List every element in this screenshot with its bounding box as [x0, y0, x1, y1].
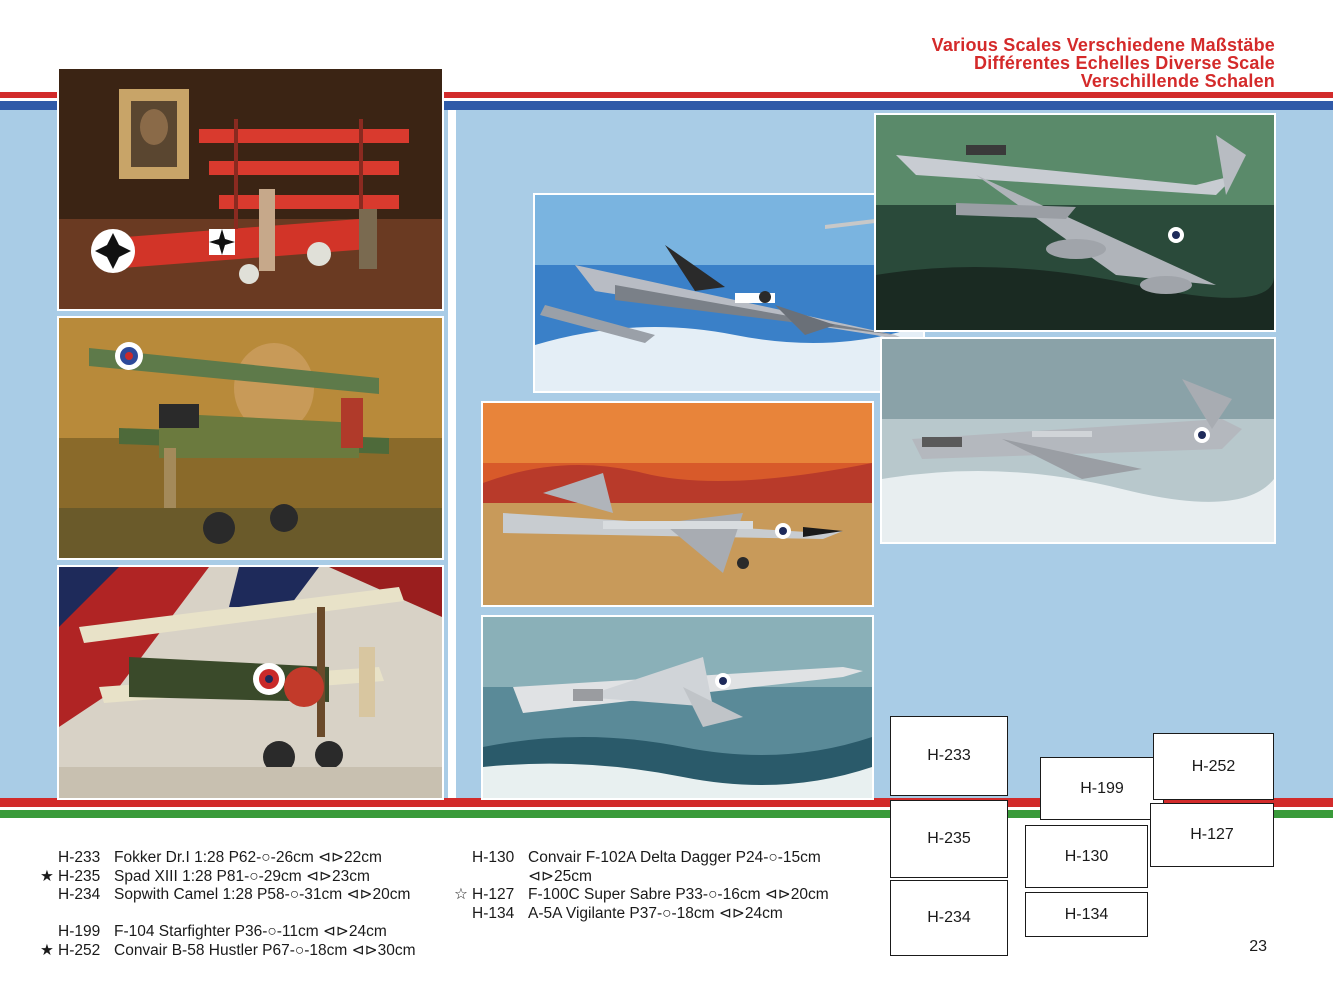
star-icon: ★ — [40, 941, 54, 959]
products-list-left — [40, 849, 416, 960]
title-line-3: Verschillende Schalen — [1080, 71, 1275, 91]
layout-box-h130: H-130 — [1025, 825, 1148, 888]
fokker-illustration — [59, 69, 442, 309]
list-item: ☆ H-127 F-100C Super Sabre P33-○-16cm ⊲⊳20cm — [454, 886, 829, 903]
vigilante-illustration — [483, 617, 872, 798]
spad-illustration — [59, 318, 442, 558]
delta-dagger-illustration — [483, 403, 872, 605]
page-title — [932, 36, 1275, 90]
list-item: H-130 Convair F-102A Delta Dagger P24-○-15cm — [472, 849, 821, 866]
list-item: ★ H-252 Convair B-58 Hustler P67-○-18cm ⊲⊳30cm — [40, 941, 416, 959]
list-spacer — [58, 905, 416, 924]
title-line-2: Différentes Echelles Diverse Scale — [974, 53, 1275, 73]
layout-box-h233: H-233 — [890, 716, 1008, 796]
camel-illustration — [59, 567, 442, 798]
title-line-1: Various Scales Verschiedene Maßstäbe — [931, 35, 1275, 55]
list-item: H-199 F-104 Starfighter P36-○-11cm ⊲⊳24cm — [58, 923, 387, 940]
layout-box-h199: H-199 — [1040, 757, 1164, 820]
star-icon: ★ — [40, 867, 54, 885]
layout-box-h134: H-134 — [1025, 892, 1148, 937]
layout-box-h127: H-127 — [1150, 803, 1274, 867]
super-sabre-illustration — [882, 339, 1274, 542]
layout-box-h235: H-235 — [890, 800, 1008, 878]
list-item: H-134 A-5A Vigilante P37-○-18cm ⊲⊳24cm — [472, 904, 783, 922]
hustler-illustration — [876, 115, 1274, 330]
outline-star-icon: ☆ — [454, 886, 468, 903]
products-list-right — [454, 849, 829, 923]
list-item-continued: ⊲⊳25cm — [528, 867, 592, 885]
layout-box-h234: H-234 — [890, 880, 1008, 956]
layout-box-h252: H-252 — [1153, 733, 1274, 800]
list-item: ★ H-235 Spad XIII 1:28 P81-○-29cm ⊲⊳23cm — [40, 867, 370, 885]
list-item: H-234 Sopwith Camel 1:28 P58-○-31cm ⊲⊳20cm — [58, 886, 411, 903]
page-number: 23 — [1249, 938, 1267, 955]
list-item: H-233 Fokker Dr.I 1:28 P62-○-26cm ⊲⊳22cm — [58, 849, 382, 866]
starfighter-illustration — [535, 195, 923, 391]
